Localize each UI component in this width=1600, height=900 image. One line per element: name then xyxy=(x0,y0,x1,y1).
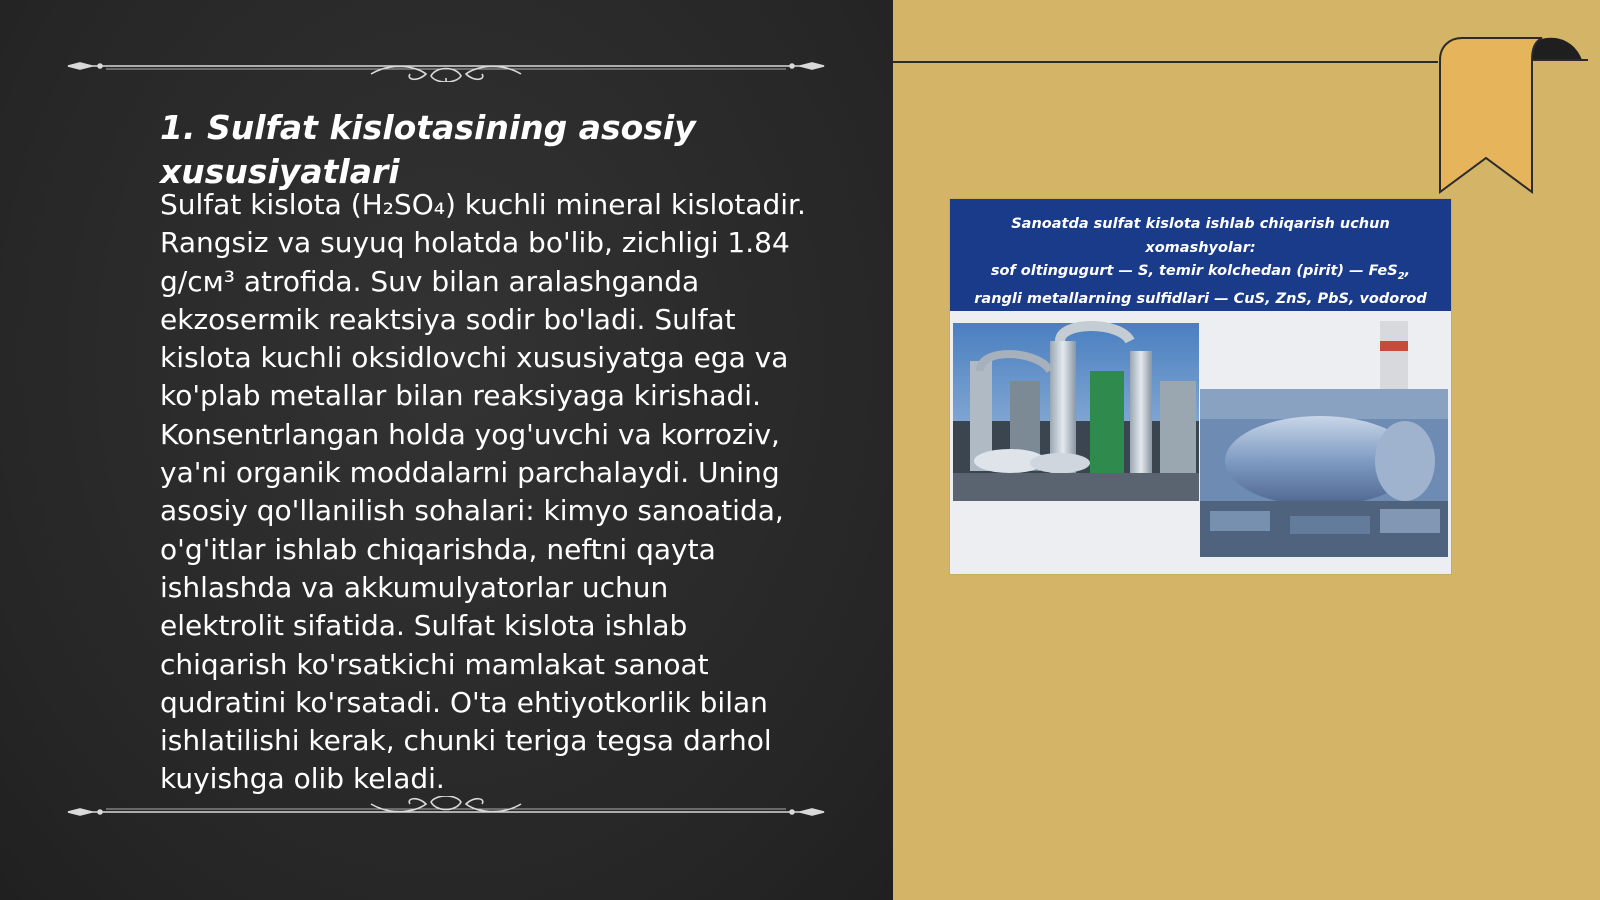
slide-body-text: Sulfat kislota (H₂SO₄) kuchli mineral kislotadir. Rangsiz va suyuq holatda bo'lib, zichligi 1.84 g/cм³ atrofida. Suv bilan aralashganda ekzosermik reaktsiya sodir bo'ladi. Sulfat kislota kuchli oksidlovchi xususiyatga ega va ko'plab metallar bilan reaksiyaga kirishadi. Konsentrlangan holda yog'uvchi va korroziv, ya'ni organik moddalarni parchalaydi. Uning asosiy qo'llanilish sohalari: kimyo sanoatida, o'g'itlar ishlab chiqarishda, neftni qayta ishlashda va akkumulyatorlar uchun elektrolit sifatida. Sulfat kislota ishlab chiqarish ko'rsatkichi mamlakat sanoat qudratini ko'rsatadi. O'ta ehtiyotkorlik bilan ishlatilishi kerak, chunki teriga tegsa darhol kuyishga olib keladi. xyxy=(160,188,806,796)
image-caption xyxy=(950,199,1451,311)
caption-line-3: rangli metallarning sulfidlari — CuS, ZnS, PbS, vodorod xyxy=(974,291,1427,308)
left-plant-photo xyxy=(953,323,1199,501)
right-plant-photo xyxy=(1200,389,1448,557)
plant-photo-collage xyxy=(950,311,1451,574)
bookmark-ribbon-icon xyxy=(1432,36,1588,201)
top-ornament-divider-icon xyxy=(66,52,826,82)
slide-title: 1. Sulfat kislotasining asosiy xususiyatlari xyxy=(160,108,696,191)
bottom-ornament-divider-icon xyxy=(66,796,826,826)
caption-line-2: sof oltingugurt — S, temir kolchedan (pirit) — FeS$_2$, xyxy=(990,263,1411,282)
right-divider-line xyxy=(893,61,1438,63)
caption-line-1: Sanoatda sulfat kislota ishlab chiqarish uchun xomashyolar: xyxy=(1011,216,1390,256)
industrial-plant-image xyxy=(950,199,1451,574)
